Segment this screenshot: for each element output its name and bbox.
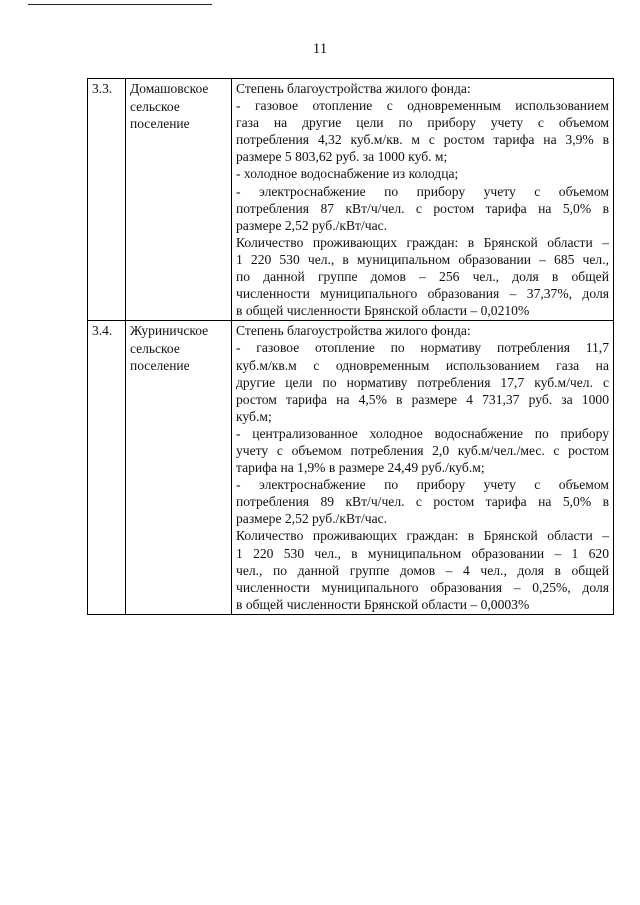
description-line: - холодное водоснабжение из колодца; bbox=[236, 166, 459, 182]
description-line: в общей численности Брянской области – 0,0003% bbox=[236, 596, 530, 612]
description-line: чел., по данной группе домов – 4 чел., доля в общей bbox=[236, 562, 609, 578]
description-line: потребления 4,32 куб.м/кв. м с ростом тарифа на 3,9% в bbox=[236, 132, 609, 148]
description-line: - газовое отопление с одновременным использованием bbox=[236, 98, 609, 114]
header-rule bbox=[28, 4, 212, 5]
description-line: 1 220 530 чел., в муниципальном образовании – 685 чел., bbox=[236, 251, 609, 267]
description-line: - электроснабжение по прибору учету с объемом bbox=[236, 183, 609, 199]
description-line: Количество проживающих граждан: в Брянской области – bbox=[236, 528, 609, 544]
row-number: 3.3. bbox=[88, 79, 126, 321]
description-line: размере 2,52 руб./кВт/час. bbox=[236, 511, 388, 527]
settlement-name-line: поселение bbox=[130, 358, 190, 374]
description-line: численности муниципального образования – 0,25%, доля bbox=[236, 579, 609, 595]
description-line: - газовое отопление по нормативу потребления 11,7 bbox=[236, 340, 609, 356]
description-line: в общей численности Брянской области – 0,0210% bbox=[236, 303, 530, 319]
description-cell bbox=[232, 79, 614, 321]
settlement-name-cell bbox=[126, 321, 232, 615]
description-line: куб.м; bbox=[236, 408, 272, 424]
description-line: 1 220 530 чел., в муниципальном образовании – 1 620 bbox=[236, 545, 609, 561]
description-line: по данной группе домов – 256 чел., доля в общей bbox=[236, 269, 609, 285]
description-line: размере 2,52 руб./кВт/час. bbox=[236, 217, 388, 233]
table-row bbox=[88, 79, 614, 321]
description-line: потребления 87 кВт/ч/чел. с ростом тарифа на 5,0% в bbox=[236, 200, 609, 216]
settlement-name-line: сельское bbox=[130, 98, 180, 114]
settlements-table bbox=[87, 78, 614, 615]
row-number: 3.4. bbox=[88, 321, 126, 615]
table-row bbox=[88, 321, 614, 615]
description-line: куб.м/кв.м с одновременным использованием газа на bbox=[236, 357, 609, 373]
description-line: численности муниципального образования – 37,37%, доля bbox=[236, 286, 609, 302]
description-line: размере 5 803,62 руб. за 1000 куб. м; bbox=[236, 149, 448, 165]
description-line: газа на другие цели по прибору учету с объемом bbox=[236, 115, 609, 131]
settlement-name-cell bbox=[126, 79, 232, 321]
description-line: - электроснабжение по прибору учету с объемом bbox=[236, 477, 609, 493]
description-cell bbox=[232, 321, 614, 615]
description-line: Количество проживающих граждан: в Брянской области – bbox=[236, 234, 609, 250]
description-line: Степень благоустройства жилого фонда: bbox=[236, 81, 471, 96]
settlement-name-line: поселение bbox=[130, 116, 190, 131]
settlement-name-line: сельское bbox=[130, 340, 180, 356]
description-line: Степень благоустройства жилого фонда: bbox=[236, 323, 471, 339]
description-line: другие цели по нормативу потребления 17,7 куб.м/чел. с bbox=[236, 374, 609, 390]
settlement-name-line: Домашовское bbox=[130, 81, 209, 96]
description-line: потребления 89 кВт/ч/чел. с ростом тарифа на 5,0% в bbox=[236, 494, 609, 510]
description-line: тарифа на 1,9% в размере 24,49 руб./куб.м; bbox=[236, 460, 485, 476]
page-number: 11 bbox=[312, 41, 328, 57]
description-line: - централизованное холодное водоснабжение по прибору bbox=[236, 425, 609, 441]
description-line: ростом тарифа на 4,5% в размере 4 731,37 руб. за 1000 bbox=[236, 391, 609, 407]
settlement-name-line: Журиничское bbox=[130, 323, 209, 339]
description-line: учету с объемом потребления 2,0 куб.м/чел./мес. с ростом bbox=[236, 442, 609, 458]
